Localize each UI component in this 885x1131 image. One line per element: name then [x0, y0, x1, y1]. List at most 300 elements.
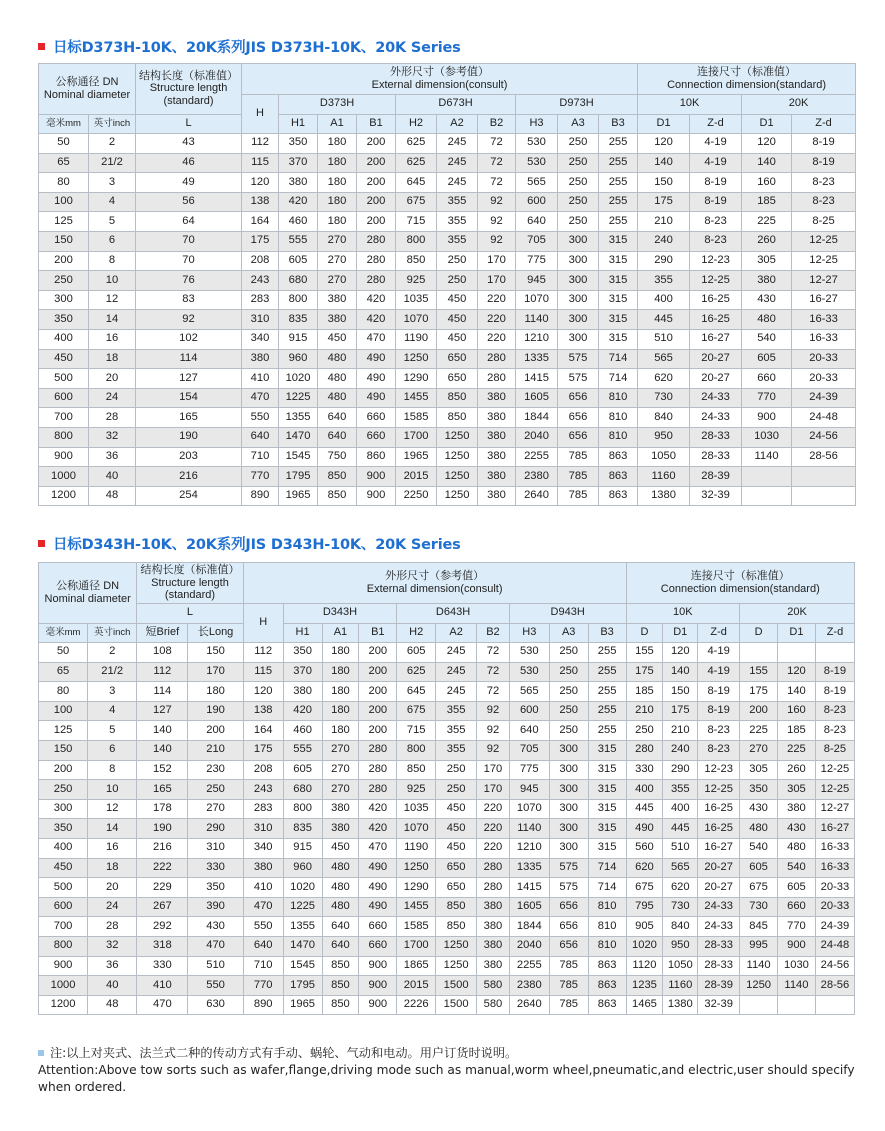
table-cell: 92 — [478, 231, 516, 251]
table-cell: 8-19 — [698, 682, 740, 702]
table-cell: 250 — [549, 682, 588, 702]
table-row — [39, 134, 856, 154]
table-cell: 400 — [39, 838, 88, 858]
table-cell: 420 — [357, 290, 396, 310]
table-cell: 8-19 — [815, 682, 854, 702]
table-cell: 175 — [638, 192, 690, 212]
table-cell: 380 — [322, 819, 359, 839]
table-cell: 16-33 — [792, 310, 856, 330]
table-cell: 28-33 — [698, 936, 740, 956]
d-10k-header: D — [626, 623, 663, 643]
table-cell: 315 — [588, 760, 626, 780]
table-row — [39, 192, 856, 212]
table-cell: 175 — [243, 740, 283, 760]
table-cell: 4 — [88, 701, 137, 721]
table-cell: 1160 — [663, 976, 698, 996]
table-cell: 250 — [549, 662, 588, 682]
table-cell: 20 — [89, 369, 136, 389]
table-cell: 170 — [478, 271, 516, 291]
table-cell: 80 — [39, 173, 89, 193]
table-cell: 1865 — [397, 956, 436, 976]
table-cell: 300 — [549, 819, 588, 839]
table-cell: 92 — [477, 740, 510, 760]
table-cell: 2 — [88, 643, 137, 663]
table-cell: 250 — [558, 153, 599, 173]
table-cell: 200 — [359, 721, 397, 741]
table-cell: 240 — [663, 740, 698, 760]
table-cell — [742, 486, 792, 506]
table-cell: 70 — [136, 251, 242, 271]
table-cell — [778, 643, 816, 663]
table-cell: 8-23 — [792, 173, 856, 193]
zd-10k-header: Z-d — [690, 114, 742, 134]
table-cell: 480 — [740, 819, 778, 839]
table-cell: 180 — [322, 701, 359, 721]
table-cell: 2380 — [509, 976, 549, 996]
table-cell: 125 — [39, 721, 88, 741]
table-cell: 355 — [437, 231, 478, 251]
table-cell: 220 — [477, 819, 510, 839]
table-cell: 770 — [742, 388, 792, 408]
table-cell: 250 — [39, 271, 89, 291]
table-cell: 155 — [626, 643, 663, 663]
table-cell: 410 — [242, 369, 279, 389]
table-cell: 420 — [359, 819, 397, 839]
mm-header: 毫米mm — [39, 623, 88, 643]
table-cell: 1050 — [638, 447, 690, 467]
table-cell: 283 — [242, 290, 279, 310]
table-cell: 170 — [477, 780, 510, 800]
table-cell: 1160 — [638, 467, 690, 487]
title-bullet-icon — [38, 540, 45, 547]
table-cell: 92 — [136, 310, 242, 330]
table-cell: 1700 — [397, 936, 436, 956]
table-cell: 102 — [136, 329, 242, 349]
table-cell: 863 — [599, 467, 638, 487]
table-cell: 310 — [242, 310, 279, 330]
table-cell: 65 — [39, 153, 89, 173]
table-cell: 250 — [558, 212, 599, 232]
table-cell: 24-39 — [815, 917, 854, 937]
table-cell: 28-39 — [698, 976, 740, 996]
table-cell: 340 — [242, 329, 279, 349]
table-cell: 540 — [742, 329, 792, 349]
a3-header: A3 — [549, 623, 588, 643]
table-cell: 445 — [663, 819, 698, 839]
b1-header: B1 — [357, 114, 396, 134]
table-cell: 380 — [477, 917, 510, 937]
table-cell: 283 — [243, 799, 283, 819]
table-cell: 960 — [283, 858, 322, 878]
table-cell: 114 — [136, 349, 242, 369]
table-cell: 460 — [283, 721, 322, 741]
table-cell: 900 — [359, 956, 397, 976]
table-cell: 430 — [740, 799, 778, 819]
table-cell: 250 — [549, 721, 588, 741]
table-cell: 550 — [243, 917, 283, 937]
table-cell: 355 — [638, 271, 690, 291]
table-cell: 310 — [243, 819, 283, 839]
table-cell: 945 — [509, 780, 549, 800]
table-cell: 840 — [638, 408, 690, 428]
table-cell: 280 — [357, 271, 396, 291]
table-cell: 410 — [137, 976, 188, 996]
table-cell: 175 — [242, 231, 279, 251]
table-cell: 40 — [89, 467, 136, 487]
table-cell: 280 — [357, 231, 396, 251]
table-cell: 315 — [588, 740, 626, 760]
table-cell: 565 — [638, 349, 690, 369]
table1-header-row-3 — [39, 114, 856, 134]
table-cell: 12-25 — [698, 780, 740, 800]
table-cell: 560 — [626, 838, 663, 858]
h2-header: H2 — [396, 114, 437, 134]
table-cell: 290 — [188, 819, 243, 839]
table-cell: 800 — [397, 740, 436, 760]
table-cell: 1545 — [283, 956, 322, 976]
brief-header: 短Brief — [137, 623, 188, 643]
table-cell: 270 — [740, 740, 778, 760]
table-cell: 200 — [188, 721, 243, 741]
table2-title-text: 日标D343H-10K、20K系列JIS D343H-10K、20K Series — [53, 537, 461, 553]
table-cell: 656 — [558, 388, 599, 408]
table-cell: 125 — [39, 212, 89, 232]
table-cell: 400 — [626, 780, 663, 800]
table-cell: 318 — [137, 936, 188, 956]
table-cell: 900 — [39, 447, 89, 467]
table-cell: 850 — [322, 976, 359, 996]
table-row — [39, 760, 855, 780]
table-cell: 950 — [638, 427, 690, 447]
table-cell: 656 — [558, 408, 599, 428]
table-cell: 4-19 — [690, 134, 742, 154]
table-cell: 450 — [437, 290, 478, 310]
table-cell: 1500 — [436, 976, 477, 996]
table-cell: 270 — [318, 271, 357, 291]
table-cell: 305 — [778, 780, 816, 800]
table-cell: 280 — [477, 858, 510, 878]
table-cell: 8-23 — [698, 740, 740, 760]
table-cell: 200 — [359, 682, 397, 702]
table-cell: 1070 — [397, 819, 436, 839]
table-cell: 250 — [549, 701, 588, 721]
table-cell: 255 — [599, 173, 638, 193]
table-cell: 1035 — [397, 799, 436, 819]
zd-20k-header: Z-d — [815, 623, 854, 643]
table-cell: 625 — [396, 153, 437, 173]
table-cell: 850 — [322, 956, 359, 976]
table-cell: 900 — [357, 486, 396, 506]
table-cell: 255 — [588, 662, 626, 682]
table-cell: 1500 — [436, 995, 477, 1015]
table-cell: 260 — [778, 760, 816, 780]
table-cell: 680 — [279, 271, 318, 291]
table-cell: 770 — [778, 917, 816, 937]
table-cell: 138 — [242, 192, 279, 212]
table-row — [39, 349, 856, 369]
table-cell: 530 — [516, 153, 558, 173]
table-cell: 600 — [39, 388, 89, 408]
table-cell: 36 — [88, 956, 137, 976]
table-cell: 200 — [39, 760, 88, 780]
table-cell: 12-25 — [792, 231, 856, 251]
table-cell: 1140 — [740, 956, 778, 976]
table-cell: 92 — [478, 212, 516, 232]
table-cell: 1470 — [279, 427, 318, 447]
table-cell: 490 — [359, 878, 397, 898]
table-cell: 925 — [397, 780, 436, 800]
table-cell: 2250 — [396, 486, 437, 506]
table-cell: 72 — [478, 134, 516, 154]
table-row — [39, 447, 856, 467]
table-row — [39, 388, 856, 408]
table-cell: 850 — [396, 251, 437, 271]
table-cell: 640 — [243, 936, 283, 956]
table-cell: 480 — [322, 897, 359, 917]
table-cell: 800 — [39, 427, 89, 447]
table-cell: 8-19 — [690, 173, 742, 193]
table-cell: 280 — [626, 740, 663, 760]
table-cell: 380 — [478, 408, 516, 428]
table-cell: 450 — [322, 838, 359, 858]
table-cell: 1335 — [516, 349, 558, 369]
table-cell: 915 — [279, 329, 318, 349]
l-header: L — [137, 604, 243, 624]
table-cell: 290 — [638, 251, 690, 271]
table-cell: 605 — [742, 349, 792, 369]
table-cell: 714 — [588, 878, 626, 898]
table-cell: 170 — [477, 760, 510, 780]
table-cell: 255 — [599, 192, 638, 212]
table-cell: 450 — [436, 799, 477, 819]
table-cell: 152 — [137, 760, 188, 780]
table-cell: 24-48 — [792, 408, 856, 428]
table-cell: 950 — [663, 936, 698, 956]
table-cell: 380 — [477, 936, 510, 956]
table-cell: 270 — [318, 251, 357, 271]
connection-dimension-header: 连接尺寸（标准值） Connection dimension(standard) — [638, 64, 856, 95]
mm-header: 毫米mm — [39, 114, 89, 134]
table-cell: 645 — [397, 682, 436, 702]
table-cell: 300 — [558, 329, 599, 349]
table-cell: 245 — [437, 134, 478, 154]
table-cell: 140 — [638, 153, 690, 173]
table-cell: 1290 — [396, 369, 437, 389]
table-cell: 510 — [663, 838, 698, 858]
table-cell: 175 — [626, 662, 663, 682]
table-cell: 290 — [663, 760, 698, 780]
h-header: H — [243, 604, 283, 643]
table-cell: 2255 — [509, 956, 549, 976]
table-cell: 540 — [740, 838, 778, 858]
group-10k: 10K — [638, 95, 742, 115]
table-cell: 380 — [318, 290, 357, 310]
table-cell: 430 — [742, 290, 792, 310]
table-cell: 20-27 — [698, 878, 740, 898]
table-cell: 575 — [558, 369, 599, 389]
table-row — [39, 310, 856, 330]
table-cell: 255 — [588, 643, 626, 663]
table-cell: 656 — [549, 936, 588, 956]
table-cell: 620 — [626, 858, 663, 878]
table-cell: 12-27 — [815, 799, 854, 819]
table-cell: 16-33 — [815, 858, 854, 878]
table-cell: 705 — [509, 740, 549, 760]
table-cell: 1605 — [509, 897, 549, 917]
d1-20k-header: D1 — [778, 623, 816, 643]
b2-header: B2 — [477, 623, 510, 643]
table-cell: 154 — [136, 388, 242, 408]
table-cell: 810 — [599, 388, 638, 408]
table-cell: 315 — [599, 271, 638, 291]
table-row — [39, 858, 855, 878]
table-cell: 112 — [243, 643, 283, 663]
table-cell: 770 — [242, 467, 279, 487]
table-cell: 850 — [437, 388, 478, 408]
table-cell: 4-19 — [698, 643, 740, 663]
table-cell: 8-19 — [698, 701, 740, 721]
table-cell: 355 — [663, 780, 698, 800]
connection-dimension-header: 连接尺寸（标准值） Connection dimension(standard) — [626, 563, 854, 604]
table-cell: 315 — [599, 310, 638, 330]
table-cell: 680 — [283, 780, 322, 800]
table-cell: 16-25 — [698, 799, 740, 819]
table-cell: 72 — [477, 643, 510, 663]
table-cell: 190 — [188, 701, 243, 721]
table-cell: 165 — [137, 780, 188, 800]
table-cell: 250 — [558, 134, 599, 154]
table-cell: 2040 — [516, 427, 558, 447]
a1-header: A1 — [322, 623, 359, 643]
table-cell: 660 — [742, 369, 792, 389]
table-cell: 650 — [437, 369, 478, 389]
table-cell: 705 — [516, 231, 558, 251]
table-cell: 480 — [318, 388, 357, 408]
group-d643h: D643H — [397, 604, 510, 624]
table-cell: 220 — [477, 838, 510, 858]
table-cell: 245 — [437, 173, 478, 193]
table-row — [39, 976, 855, 996]
table-cell: 2255 — [516, 447, 558, 467]
table-cell: 200 — [357, 192, 396, 212]
table-cell: 810 — [588, 897, 626, 917]
h1-header: H1 — [283, 623, 322, 643]
table-cell: 280 — [478, 349, 516, 369]
table-cell: 785 — [549, 956, 588, 976]
h3-header: H3 — [509, 623, 549, 643]
table-cell: 350 — [283, 643, 322, 663]
table-cell: 180 — [318, 173, 357, 193]
table-cell: 100 — [39, 192, 89, 212]
table-cell: 260 — [742, 231, 792, 251]
table-row — [39, 408, 856, 428]
table-cell: 800 — [283, 799, 322, 819]
table-cell: 8-19 — [792, 134, 856, 154]
table-cell: 850 — [437, 408, 478, 428]
table-cell: 660 — [357, 408, 396, 428]
table-cell: 905 — [626, 917, 663, 937]
table-cell: 243 — [242, 271, 279, 291]
table-cell: 850 — [436, 897, 477, 917]
table-row — [39, 231, 856, 251]
table-cell: 8-19 — [792, 153, 856, 173]
table-cell: 115 — [242, 153, 279, 173]
table-cell: 28-33 — [698, 956, 740, 976]
table-cell: 530 — [516, 134, 558, 154]
table-cell: 1020 — [626, 936, 663, 956]
table-cell: 1070 — [516, 290, 558, 310]
table-cell: 380 — [778, 799, 816, 819]
table-cell: 24-33 — [690, 408, 742, 428]
order-note — [38, 1045, 858, 1096]
table-cell: 24-48 — [815, 936, 854, 956]
table-cell: 1585 — [396, 408, 437, 428]
table-cell: 2640 — [509, 995, 549, 1015]
table-cell: 730 — [740, 897, 778, 917]
table-cell: 255 — [588, 682, 626, 702]
table-cell: 24-56 — [815, 956, 854, 976]
table-cell: 170 — [478, 251, 516, 271]
table-cell: 1250 — [437, 486, 478, 506]
table-cell: 8-19 — [690, 192, 742, 212]
table-cell: 190 — [136, 427, 242, 447]
table-cell: 470 — [188, 936, 243, 956]
table-cell: 315 — [599, 251, 638, 271]
table-cell: 200 — [740, 701, 778, 721]
table-cell: 12-25 — [690, 271, 742, 291]
table-cell: 16-25 — [690, 290, 742, 310]
table-cell: 810 — [599, 427, 638, 447]
table-cell: 656 — [549, 917, 588, 937]
table-cell: 380 — [478, 427, 516, 447]
table-cell: 355 — [437, 192, 478, 212]
table-cell: 2040 — [509, 936, 549, 956]
table-cell: 575 — [558, 349, 599, 369]
table-row — [39, 486, 856, 506]
table-cell: 730 — [663, 897, 698, 917]
table-cell: 350 — [279, 134, 318, 154]
table-cell: 1455 — [396, 388, 437, 408]
table-cell: 8-23 — [815, 721, 854, 741]
table-cell: 840 — [663, 917, 698, 937]
table-cell: 445 — [626, 799, 663, 819]
table-cell: 1225 — [279, 388, 318, 408]
table-cell: 925 — [396, 271, 437, 291]
table-cell: 900 — [359, 976, 397, 996]
table-cell: 6 — [89, 231, 136, 251]
table-cell: 480 — [322, 858, 359, 878]
table-cell: 900 — [39, 956, 88, 976]
table-cell: 785 — [558, 447, 599, 467]
table-cell: 270 — [322, 780, 359, 800]
table-cell: 210 — [626, 701, 663, 721]
table-cell: 50 — [39, 643, 88, 663]
table-cell: 625 — [396, 134, 437, 154]
table-cell: 600 — [516, 192, 558, 212]
table-cell: 565 — [663, 858, 698, 878]
table-cell: 1355 — [283, 917, 322, 937]
table-cell: 185 — [742, 192, 792, 212]
table-cell: 12-27 — [792, 271, 856, 291]
table-cell: 380 — [283, 682, 322, 702]
table-cell: 32-39 — [690, 486, 742, 506]
table-cell: 32 — [89, 427, 136, 447]
table-cell: 315 — [599, 329, 638, 349]
table-row — [39, 173, 856, 193]
table-row — [39, 153, 856, 173]
table-cell: 1140 — [742, 447, 792, 467]
table-cell: 370 — [283, 662, 322, 682]
